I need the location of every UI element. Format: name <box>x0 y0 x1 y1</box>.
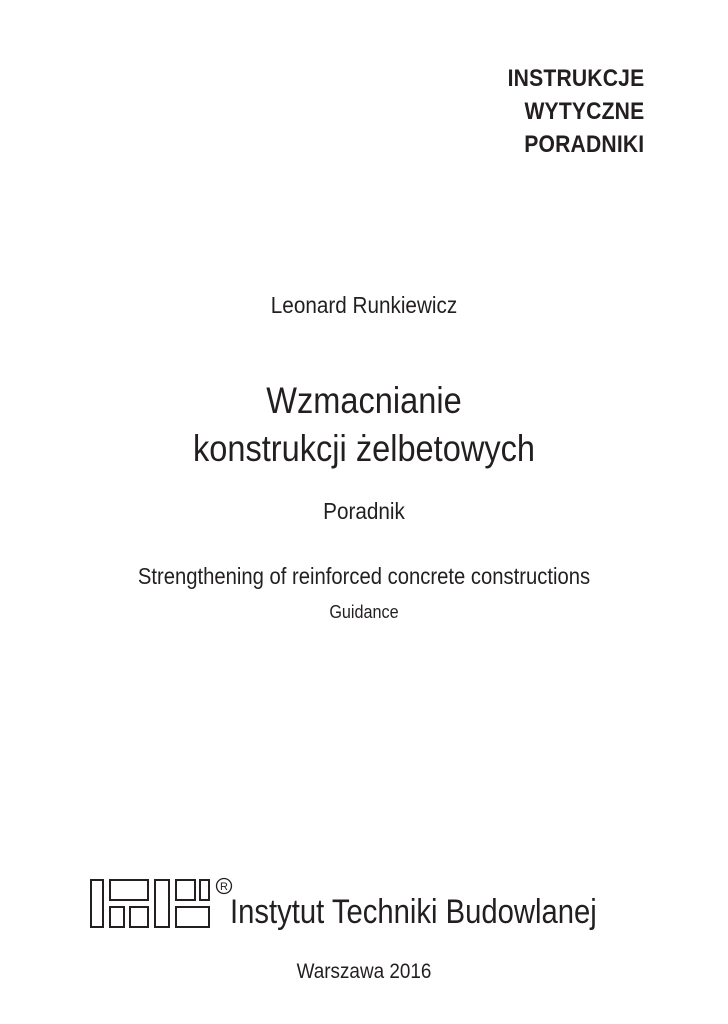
english-title: Strengthening of reinforced concrete constructions <box>137 563 591 589</box>
series-poradniki: PORADNIKI <box>523 131 644 158</box>
publisher-name: Instytut Techniki Budowlanej <box>230 893 597 931</box>
author-name: Leonard Runkiewicz <box>270 292 458 318</box>
english-subtitle: Guidance <box>329 602 399 622</box>
series-wytyczne: WYTYCZNE <box>524 98 644 125</box>
series-label <box>507 62 644 161</box>
itb-logo <box>90 876 240 932</box>
svg-text:R: R <box>220 881 228 893</box>
book-subtitle: Poradnik <box>323 498 405 524</box>
imprint-place-year: Warszawa 2016 <box>296 960 432 983</box>
series-instrukcje: INSTRUKCJE <box>507 65 644 92</box>
book-title-line-2: konstrukcji żelbetowych <box>192 428 536 469</box>
book-title-line-1: Wzmacnianie <box>266 380 462 421</box>
